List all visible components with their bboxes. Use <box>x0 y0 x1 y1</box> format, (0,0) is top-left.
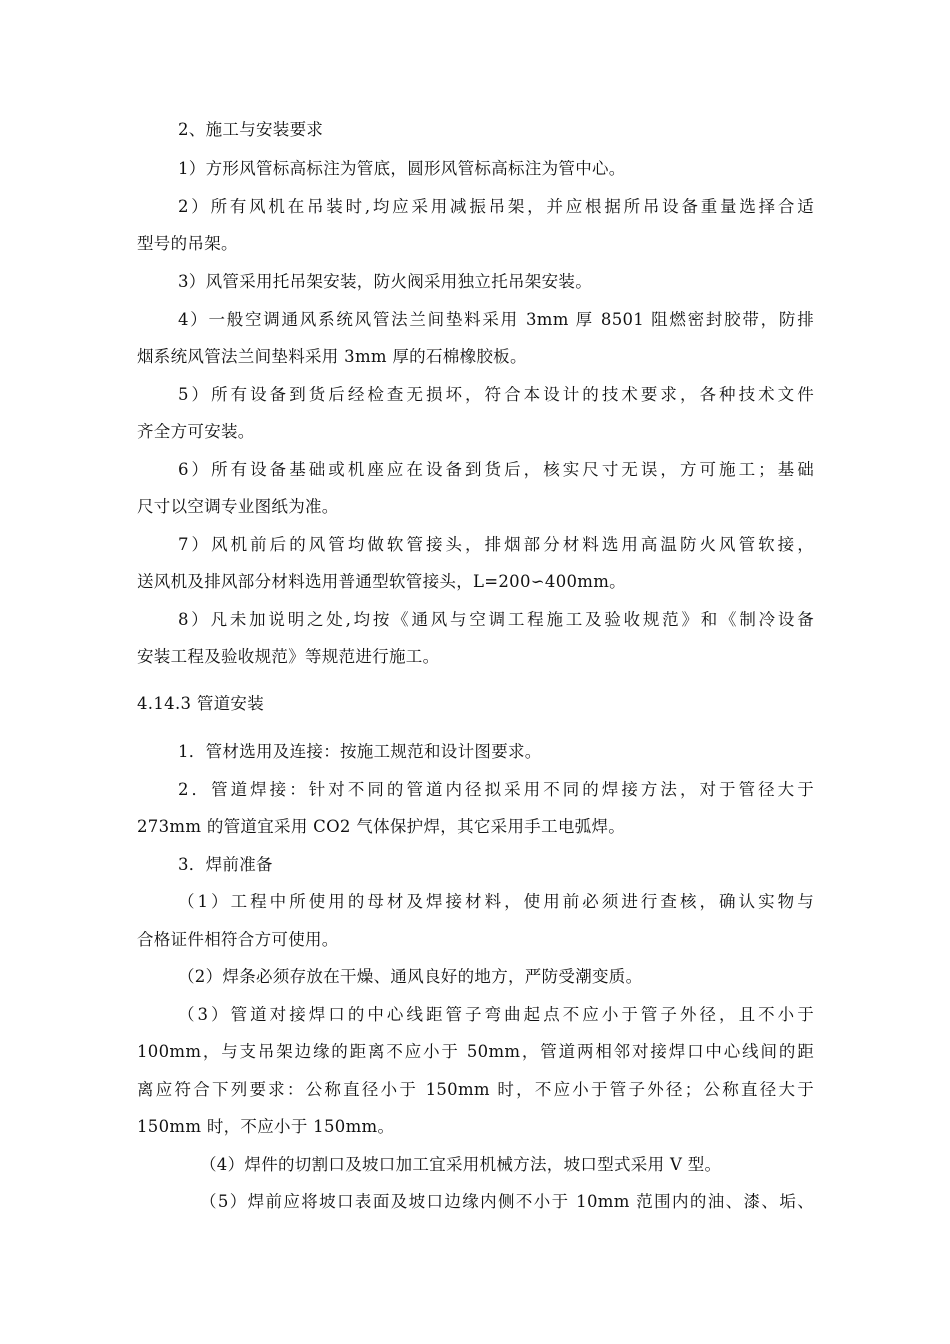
list-item-8-line1: 8）凡未加说明之处,均按《通风与空调工程施工及验收规范》和《制冷设备 <box>178 610 814 629</box>
paragraph-2-line1: 2．管道焊接：针对不同的管道内径拟采用不同的焊接方法，对于管径大于 <box>178 780 814 799</box>
sub-item-3-line3: 离应符合下列要求：公称直径小于 150mm 时，不应小于管子外径；公称直径大于 <box>137 1080 814 1099</box>
sub-item-1-line1: （1）工程中所使用的母材及焊接材料，使用前必须进行查核，确认实物与 <box>178 892 814 911</box>
list-item-4-line2: 烟系统风管法兰间垫料采用 3mm 厚的石棉橡胶板。 <box>137 347 527 366</box>
sub-item-3-line2: 100mm，与支吊架边缘的距离不应小于 50mm，管道两相邻对接焊口中心线间的距 <box>137 1042 814 1061</box>
list-item-7-line2: 送风机及排风部分材料选用普通型软管接头，L=200∽400mm。 <box>137 572 626 591</box>
sub-item-1-line2: 合格证件相符合方可使用。 <box>137 930 339 949</box>
paragraph-2-line2: 273mm 的管道宜采用 CO2 气体保护焊，其它采用手工电弧焊。 <box>137 817 626 836</box>
sub-item-3-line1: （3）管道对接焊口的中心线距管子弯曲起点不应小于管子外径，且不小于 <box>178 1005 814 1024</box>
list-item-6-line2: 尺寸以空调专业图纸为准。 <box>137 497 339 516</box>
list-item-6-line1: 6）所有设备基础或机座应在设备到货后，核实尺寸无误，方可施工；基础 <box>178 460 814 479</box>
list-item-3: 3）风管采用托吊架安装，防火阀采用独立托吊架安装。 <box>178 272 592 291</box>
list-item-2-line2: 型号的吊架。 <box>137 234 238 253</box>
paragraph-1: 1．管材选用及连接：按施工规范和设计图要求。 <box>178 742 542 761</box>
list-item-2-line1: 2）所有风机在吊装时,均应采用减振吊架，并应根据所吊设备重量选择合适 <box>178 197 814 216</box>
list-item-1: 1）方形风管标高标注为管底，圆形风管标高标注为管中心。 <box>178 159 626 178</box>
list-item-8-line2: 安装工程及验收规范》等规范进行施工。 <box>137 647 440 666</box>
section-heading: 2、施工与安装要求 <box>178 120 324 139</box>
sub-item-3-line4: 150mm 时，不应小于 150mm。 <box>137 1117 395 1136</box>
list-item-7-line1: 7）风机前后的风管均做软管接头，排烟部分材料选用高温防火风管软接， <box>178 535 814 554</box>
section-heading-pipes: 4.14.3 管道安装 <box>137 694 265 713</box>
sub-item-4: （4）焊件的切割口及坡口加工宜采用机械方法，坡口型式采用 V 型。 <box>200 1155 722 1174</box>
sub-item-2: （2）焊条必须存放在干燥、通风良好的地方，严防受潮变质。 <box>178 967 643 986</box>
sub-item-5: （5）焊前应将坡口表面及坡口边缘内侧不小于 10mm 范围内的油、漆、垢、 <box>200 1192 814 1211</box>
list-item-5-line2: 齐全方可安装。 <box>137 422 255 441</box>
list-item-5-line1: 5）所有设备到货后经检查无损坏，符合本设计的技术要求，各种技术文件 <box>178 385 814 404</box>
list-item-4-line1: 4）一般空调通风系统风管法兰间垫料采用 3mm 厚 8501 阻燃密封胶带，防排 <box>178 310 814 329</box>
paragraph-3: 3．焊前准备 <box>178 855 273 874</box>
